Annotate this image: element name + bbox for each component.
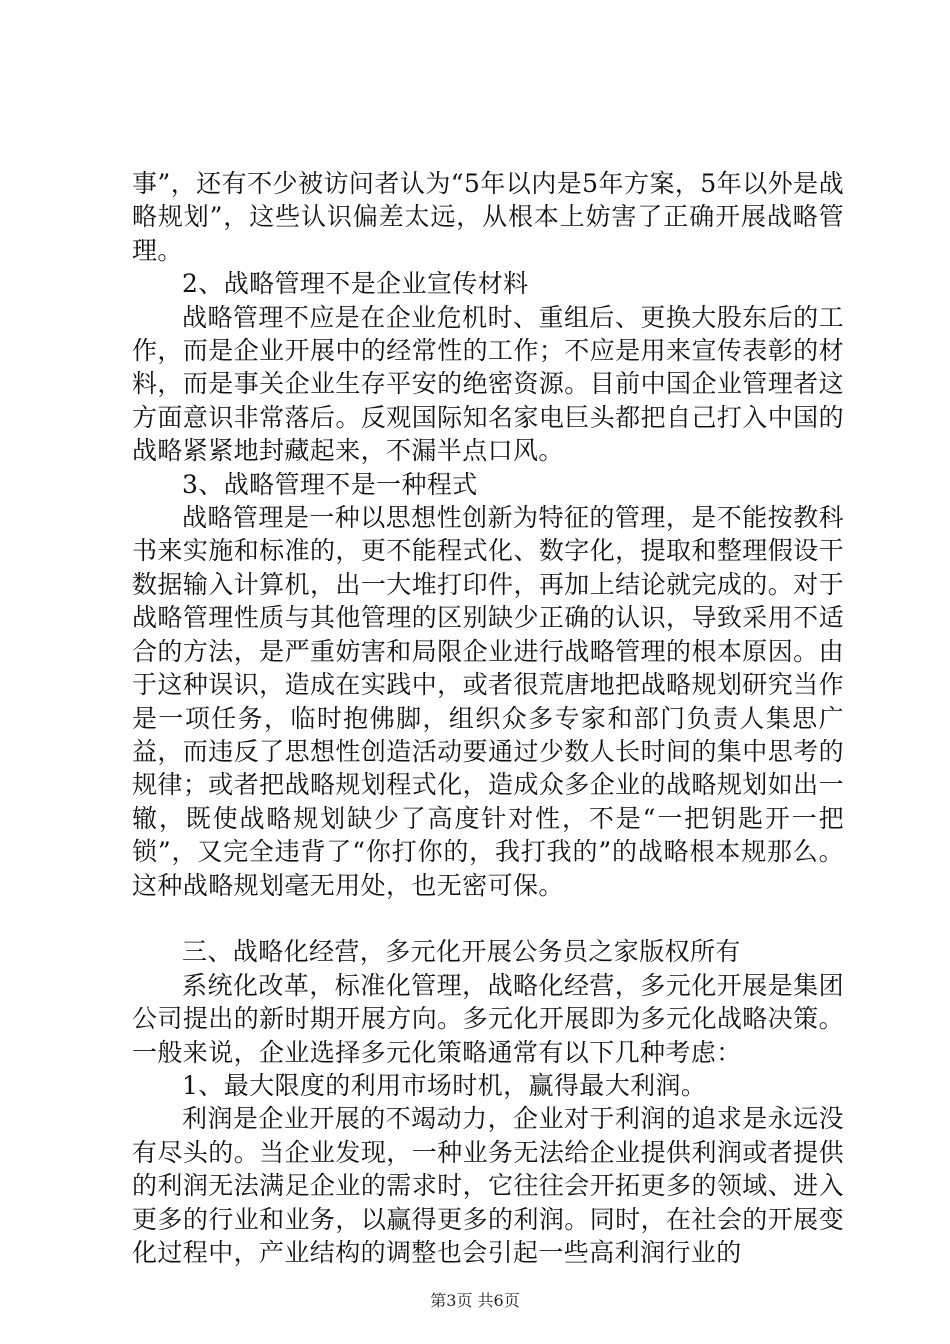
subheading-1: 1、最大限度的利用市场时机，赢得最大利润。: [182, 1070, 707, 1100]
subheading-2: 2、战略管理不是企业宣传材料: [182, 269, 529, 299]
paragraph: 系统化改革，标准化管理，战略化经营，多元化开展是集团公司提出的新时期开展方向。多元化开展即为多元化战略决策。一般来说，企业选择多元化策略通常有以下几种考虑：: [132, 970, 844, 1067]
paragraph: 利润是企业开展的不竭动力，企业对于利润的追求是永远没有尽头的。当企业发现，一种业务无法给企业提供利润或者提供的利润无法满足企业的需求时，它往往会开拓更多的领域、进入更多的行业和业务，以赢得更多的利润。同时，在社会的开展变化过程中，产业结构的调整也会引起一些高利润行业的: [132, 1104, 844, 1267]
page-number: 第3页 共6页: [430, 1291, 520, 1310]
subheading-3: 3、战略管理不是一种程式: [182, 469, 478, 499]
document-body: [132, 167, 844, 1269]
paragraph: 战略管理是一种以思想性创新为特征的管理，是不能按教科书来实施和标准的，更不能程式化、数字化，提取和整理假设干数据输入计算机，出一大堆打印件，再加上结论就完成的。对于战略管理性质与其他管理的区别缺少正确的认识，导致采用不适合的方法，是严重妨害和局限企业进行战略管理的根本原因。由于这种误识，造成在实践中，或者很荒唐地把战略规划研究当作是一项任务，临时抱佛脚，组织众多专家和部门负责人集思广益，而违反了思想性创造活动要通过少数人长时间的集中思考的规律；或者把战略规划程式化，造成众多企业的战略规划如出一辙，既使战略规划缺少了高度针对性，不是“一把钥匙开一把锁”，又完全违背了“你打你的，我打我的”的战略根本规那么。这种战略规划毫无用处，也无密可保。: [132, 503, 844, 900]
page-footer: [0, 1291, 950, 1311]
paragraph-continuation: 事”，还有不少被访问者认为“5年以内是5年方案，5年以外是战略规划”，这些认识偏差太远，从根本上妨害了正确开展战略管理。: [132, 169, 844, 265]
paragraph: 战略管理不应是在企业危机时、重组后、更换大股东后的工作，而是企业开展中的经常性的工作；不应是用来宣传表彰的材料，而是事关企业生存平安的绝密资源。目前中国企业管理者这方面意识非常落后。反观国际知名家电巨头都把自己打入中国的战略紧紧地封藏起来，不漏半点口风。: [132, 302, 844, 466]
section-heading: 三、战略化经营，多元化开展公务员之家版权所有: [182, 937, 741, 967]
paragraph-spacer: [132, 902, 844, 935]
